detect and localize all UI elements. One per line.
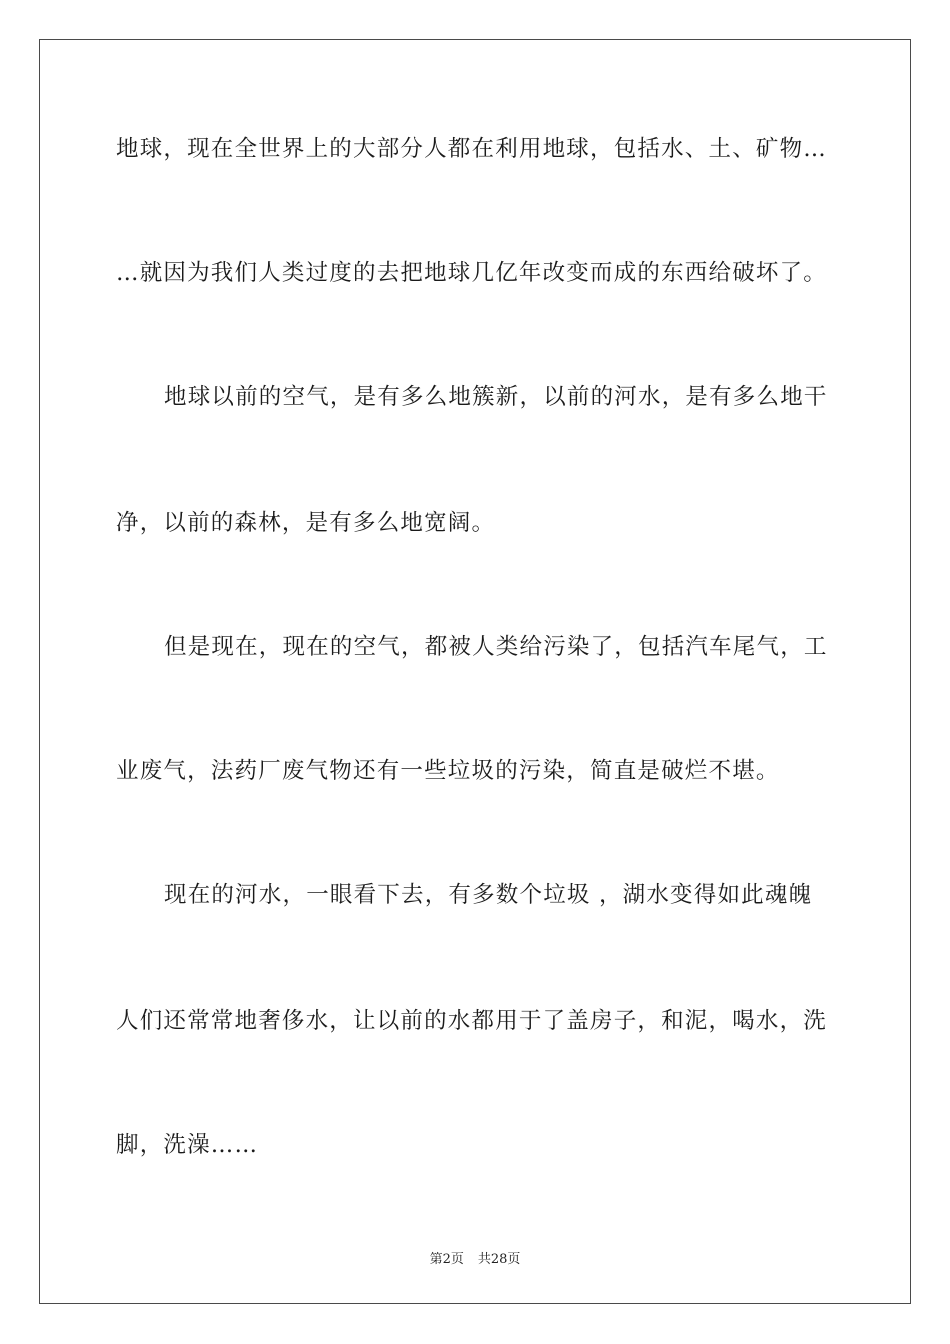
paragraph-line-3: 地球以前的空气，是有多么地簇新，以前的河水，是有多么地干 [164,384,828,410]
page-number: 第2页 [429,1252,464,1267]
page-border [39,39,911,1304]
paragraph-line-2: …就因为我们人类过度的去把地球几亿年改变而成的东西给破坏了。 [116,260,828,286]
paragraph-line-9: 脚，洗澡…… [116,1132,259,1158]
page-footer [0,1248,950,1267]
paragraph-line-6: 业废气，法药厂废气物还有一些垃圾的污染，简直是破烂不堪。 [116,758,780,784]
paragraph-line-4: 净，以前的森林，是有多么地宽阔。 [116,510,496,536]
total-pages: 共28页 [477,1252,521,1267]
paragraph-line-5: 但是现在，现在的空气，都被人类给污染了，包括汽车尾气，工 [164,634,828,660]
paragraph-line-1: 地球，现在全世界上的大部分人都在利用地球，包括水、土、矿物… [116,136,828,162]
paragraph-line-8: 人们还常常地奢侈水，让以前的水都用于了盖房子，和泥，喝水，洗 [116,1008,828,1034]
paragraph-line-7: 现在的河水，一眼看下去，有多数个垃圾 ，湖水变得如此魂魄 [164,882,813,908]
